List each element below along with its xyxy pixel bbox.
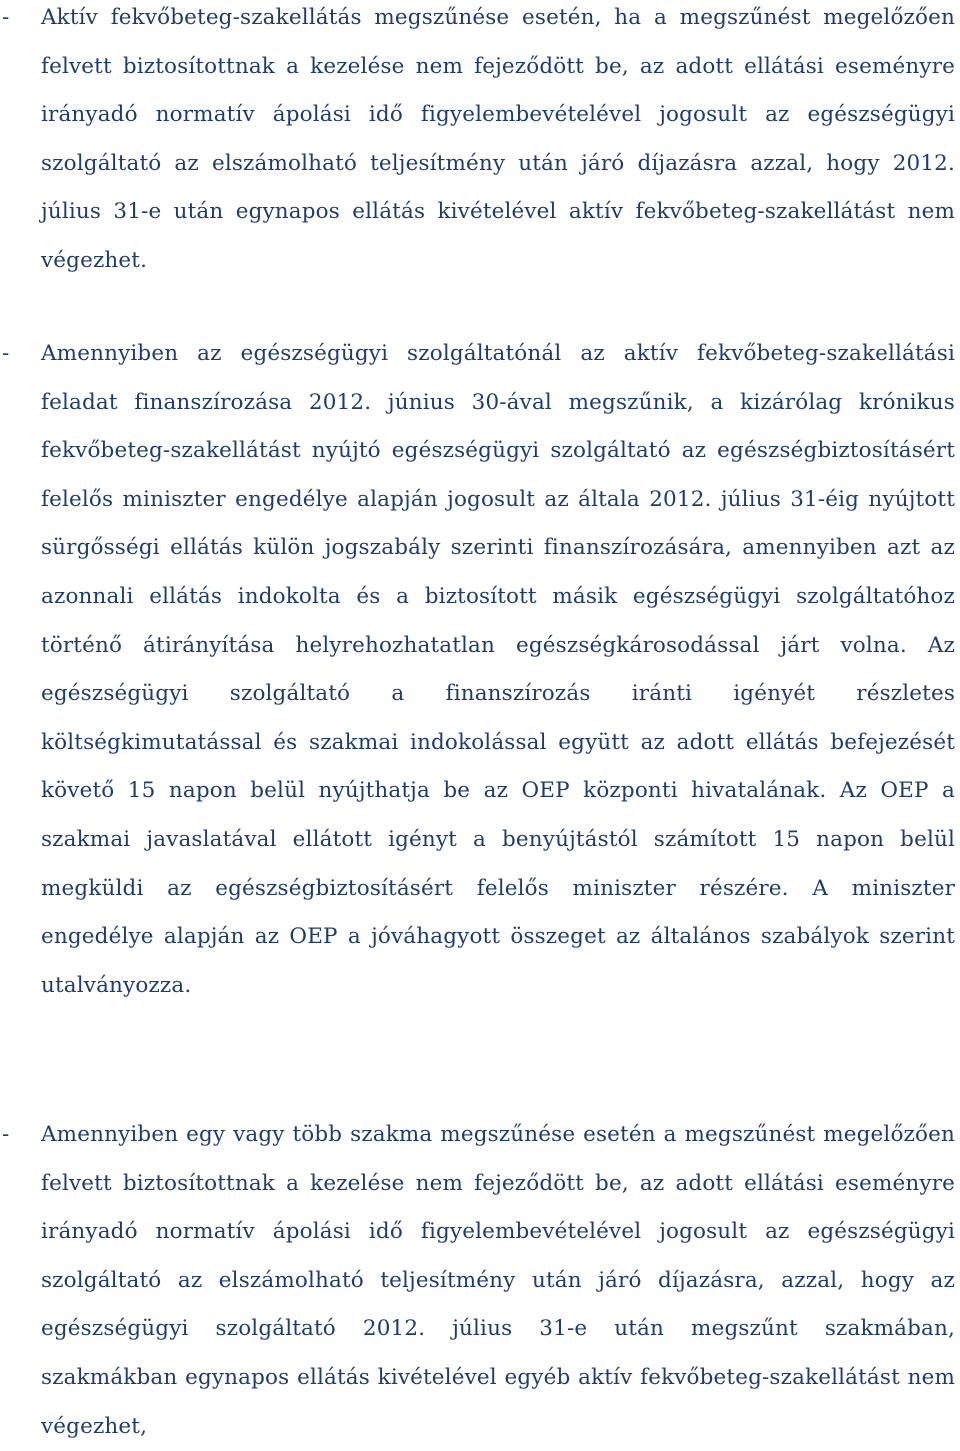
list-item-dash: - — [2, 1122, 10, 1147]
list-item-text: Amennyiben egy vagy több szakma megszűnése esetén a megszűnést megelőzően felvett biztosítottnak a kezelése nem fejeződött be, az adott ellátási eseményre irányadó normatív ápolási idő figyelembevételével jogosult az egészségügyi szolgáltató az elszámolható teljesítmény után járó díjazásra, azzal, hogy az egészségügyi szolgáltató 2012. július 31-e után megszűnt szakmában, szakmákban egynapos ellátás kivételével egyéb aktív fekvőbeteg-szakellátást nem végezhet, — [41, 1122, 955, 1439]
list-item-text: Amennyiben az egészségügyi szolgáltatónál az aktív fekvőbeteg-szakellátási feladat finanszírozása 2012. június 30-ával megszűnik, a kizárólag krónikus fekvőbeteg-szakellátást nyújtó egészségügyi szolgáltató az egészségbiztosításért felelős miniszter engedélye alapján jogosult az általa 2012. július 31-éig nyújtott sürgősségi ellátás külön jogszabály szerinti finanszírozására, amennyiben azt az azonnali ellátás indokolta és a biztosított másik egészségügyi szolgáltatóhoz történő átirányítása helyrehozhatatlan egészségkárosodással járt volna. Az egészségügyi szolgáltató a finanszírozás iránti igényét részletes költségkimutatással és szakmai indokolással együtt az adott ellátás befejezését követő 15 napon belül nyújthatja be az OEP központi hivatalának. Az OEP a szakmai javaslatával ellátott igényt a benyújtástól számított 15 napon belül megküldi az egészségbiztosításért felelős miniszter részére. A miniszter engedélye alapján az OEP a jóváhagyott összeget az általános szabályok szerint utalványozza. — [41, 341, 955, 998]
list-item — [0, 1111, 955, 1451]
list-item — [0, 0, 955, 286]
list-item-text: Aktív fekvőbeteg-szakellátás megszűnése esetén, ha a megszűnést megelőzően felvett biztosítottnak a kezelése nem fejeződött be, az adott ellátási eseményre irányadó normatív ápolási idő figyelembevételével jogosult az egészségügyi szolgáltató az elszámolható teljesítmény után járó díjazásra azzal, hogy 2012. július 31-e után egynapos ellátás kivételével aktív fekvőbeteg-szakellátást nem végezhet. — [41, 5, 955, 273]
list-item-dash: - — [2, 341, 10, 366]
list-item-dash: - — [2, 5, 10, 30]
list-item — [0, 330, 955, 1010]
